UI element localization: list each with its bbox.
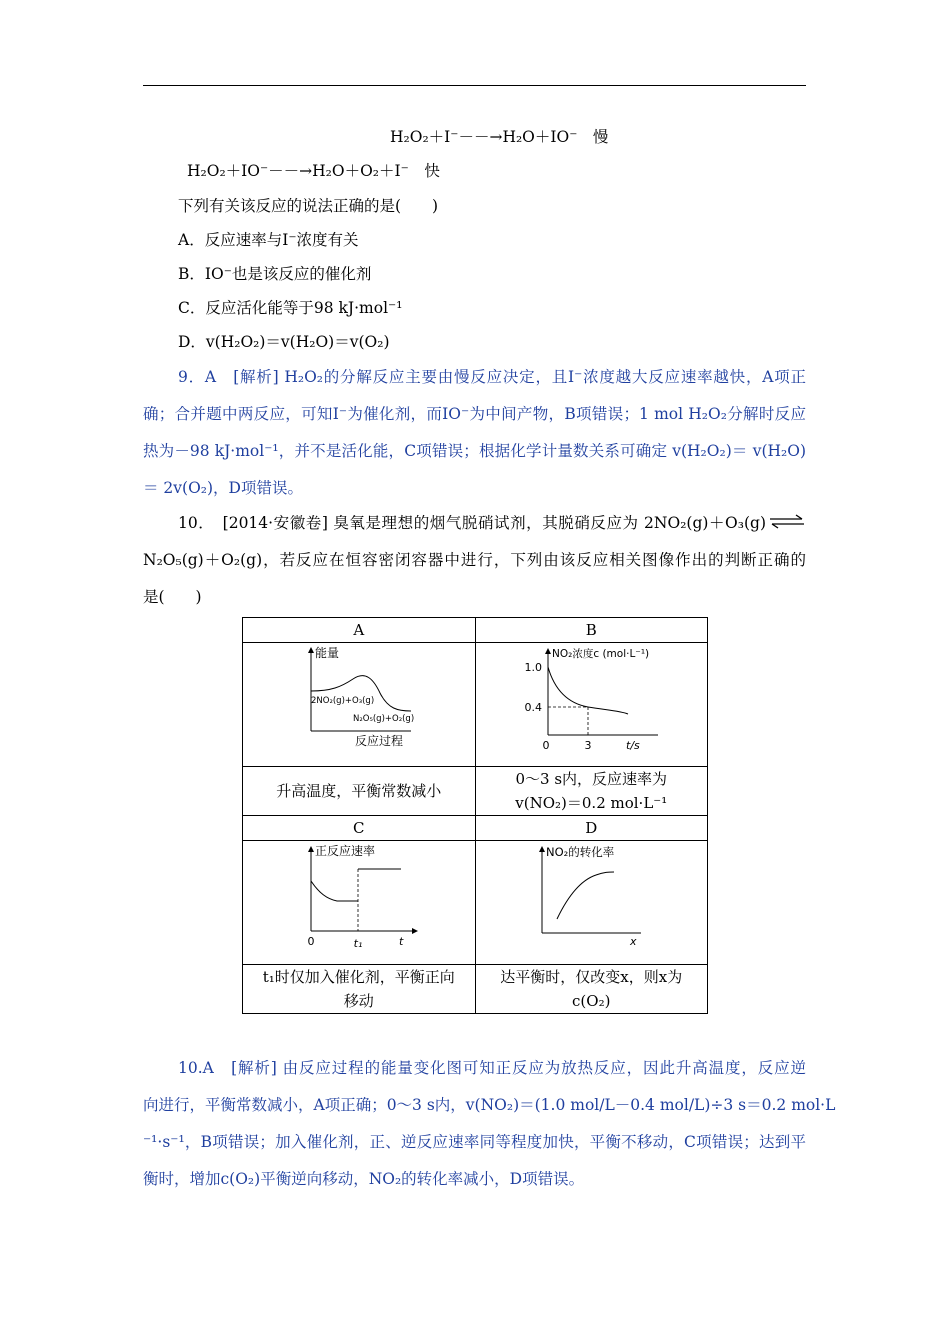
caption-d: [475, 965, 708, 1014]
answer-9-line: 热为－98 kJ·mol⁻¹，并不是活化能，C项错误；根据化学计量数关系可确定 v(H₂O₂)＝ v(H₂O): [143, 442, 806, 460]
option-d: D．v(H₂O₂)＝v(H₂O)＝v(O₂): [178, 333, 390, 351]
option-b: B．IO⁻也是该反应的催化剂: [178, 265, 372, 283]
equation-fast: H₂O₂＋IO⁻－－→H₂O＋O₂＋I⁻ 快: [187, 162, 440, 180]
y-axis-arrow-icon: [308, 846, 314, 852]
rate-curve-before: [311, 881, 358, 901]
answer-9-line: 确；合并题中两反应，可知I⁻为催化剂，而IO⁻为中间产物，B项错误；1 mol H₂O₂分解时反应: [143, 405, 806, 423]
equation-slow: H₂O₂＋I⁻－－→H₂O＋IO⁻ 慢: [390, 128, 609, 146]
y-axis-label: 正反应速率: [315, 844, 376, 858]
answer-10-line: 衡时，增加c(O₂)平衡逆向移动，NO₂的转化率减小，D项错误。: [143, 1170, 585, 1188]
y-axis-arrow-icon: [545, 648, 551, 654]
figure-c-cell: [243, 841, 476, 965]
answer-10-line: 10.A [解析] 由反应过程的能量变化图可知正反应为放热反应，因此升高温度，反应逆: [178, 1059, 806, 1077]
answer-9-line: 9．A [解析] H₂O₂的分解反应主要由慢反应决定，且I⁻浓度越大反应速率越快，A项正: [178, 368, 806, 386]
y-axis-label: 能量: [315, 646, 340, 660]
options-table: [242, 617, 708, 1014]
answer-9-line: ＝ 2v(O₂)，D项错误。: [143, 479, 303, 497]
caption-c-line: t₁时仅加入催化剂，平衡正向: [262, 968, 455, 986]
header-b: B: [475, 618, 708, 643]
figure-b-cell: [475, 643, 708, 767]
x-axis-label: 反应过程: [355, 734, 404, 748]
question-10-line: 是( ): [143, 588, 202, 606]
answer-10-line: 向进行，平衡常数减小，A项正确；0～3 s内，v(NO₂)＝(1.0 mol/L－0.4 mol/L)÷3 s＝0.2 mol·L: [143, 1096, 836, 1114]
equilibrium-arrow-icon: [768, 512, 806, 530]
caption-c-line: 移动: [343, 992, 374, 1010]
x-axis-label: t/s: [625, 739, 640, 752]
question-10-line: 10． [2014·安徽卷] 臭氧是理想的烟气脱硝试剂，其脱硝反应为 2NO₂(g)＋O₃(g): [178, 514, 766, 532]
header-a: A: [243, 618, 476, 643]
figure-c-rate-graph: [243, 841, 475, 964]
caption-b: [475, 767, 708, 816]
figure-a-energy-diagram: [243, 643, 475, 766]
figure-d-cell: [475, 841, 708, 965]
x-axis-label: t: [399, 935, 404, 948]
caption-a: [243, 767, 476, 816]
conversion-curve: [557, 872, 614, 919]
caption-b-line: 0～3 s内，反应速率为: [515, 770, 668, 788]
tick-label-t1: t₁: [353, 937, 363, 950]
y-axis-label: NO₂的转化率: [545, 845, 614, 859]
tick-label-04: 0.4: [524, 701, 542, 714]
option-c: C．反应活化能等于98 kJ·mol⁻¹: [178, 299, 403, 317]
option-a: A．反应速率与I⁻浓度有关: [178, 231, 359, 249]
origin-label: 0: [307, 935, 315, 948]
caption-c: [243, 965, 476, 1014]
header-d: D: [475, 816, 708, 841]
figure-b-concentration-graph: [476, 643, 708, 766]
caption-d-line: c(O₂): [572, 992, 611, 1010]
question-9-prompt: 下列有关该反应的说法正确的是( ): [178, 197, 439, 215]
caption-a-text: 升高温度，平衡常数减小: [276, 782, 442, 800]
x-axis-arrow-icon: [412, 928, 418, 934]
y-axis-arrow-icon: [539, 846, 545, 852]
question-10-line: N₂O₅(g)＋O₂(g)，若反应在恒容密闭容器中进行，下列由该反应相关图像作出的判断正确的: [143, 551, 806, 569]
figure-a-cell: [243, 643, 476, 767]
answer-10-line: ⁻¹·s⁻¹，B项错误；加入催化剂，正、逆反应速率同等程度加快，平衡不移动，C项错误；达到平: [143, 1133, 806, 1151]
origin-label: 0: [542, 739, 549, 752]
tick-label-1: 1.0: [524, 661, 542, 674]
y-axis-arrow-icon: [308, 647, 314, 653]
header-c: C: [243, 816, 476, 841]
tick-label-3: 3: [584, 739, 591, 752]
reactant-label: 2NO₂(g)+O₃(g): [311, 696, 375, 706]
header-rule: [143, 85, 806, 86]
caption-d-line: 达平衡时，仅改变x，则x为: [500, 968, 683, 986]
product-label: N₂O₅(g)+O₂(g): [353, 714, 415, 724]
x-axis-label: x: [629, 935, 637, 948]
figure-d-conversion-graph: [476, 841, 708, 964]
y-axis-label: NO₂浓度c (mol·L⁻¹): [551, 648, 649, 660]
caption-b-line: v(NO₂)＝0.2 mol·L⁻¹: [515, 794, 668, 812]
